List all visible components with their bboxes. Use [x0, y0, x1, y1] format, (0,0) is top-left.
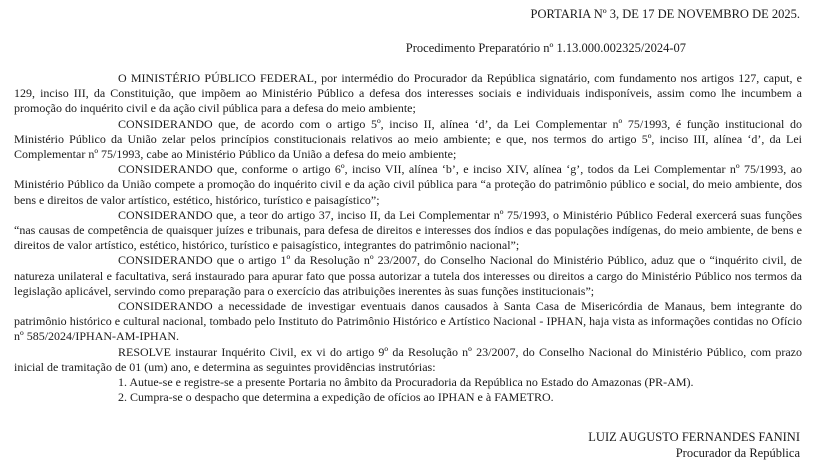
paragraph-considerando-2: CONSIDERANDO que, conforme o artigo 6º, inciso VII, alínea ‘b’, e inciso XIV, alínea ‘g’, todos da Lei Complementar nº 75/1993, ao Ministério Público da União compete a promoção do inquérito civil e da ação civil pública para “a proteção do patrimônio público e social, do meio ambiente, dos bens e direitos de valor artístico, estético, histórico, turístico e paisagístico”;	[14, 162, 802, 207]
list-item: 2. Cumpra-se o despacho que determina a expedição de ofícios ao IPHAN e à FAMETRO.	[118, 390, 554, 405]
paragraph-considerando-5: CONSIDERANDO a necessidade de investigar eventuais danos causados à Santa Casa de Misericórdia de Manaus, bem integrante do patrimônio histórico e cultural nacional, tombado pelo Instituto do Patrimônio Histórico e Artístico Nacional - IPHAN, haja vista as informações contidas no Ofício nº 585/2024/IPHAN-AM-IPHAN.	[14, 299, 802, 344]
signature-block	[588, 430, 800, 461]
paragraph-considerando-1: CONSIDERANDO que, de acordo com o artigo 5º, inciso II, alínea ‘d’, da Lei Complementar nº 75/1993, é função institucional do Ministério Público da União zelar pelos princípios constitucionais relativos ao meio ambiente; e que, nos termos do artigo 5º, inciso III, alínea ‘d’, da Lei Complementar nº 75/1993, cabe ao Ministério Público da União a defesa do meio ambiente;	[14, 116, 802, 162]
signatory-role: Procurador da República	[675, 445, 800, 460]
paragraph-resolve: RESOLVE instaurar Inquérito Civil, ex vi do artigo 9º da Resolução nº 23/2007, do Conselho Nacional do Ministério Público, com prazo inicial de tramitação de 01 (um) ano, e determina as seguintes providências instrutórias:	[14, 344, 802, 374]
list-item: 1. Autue-se e registre-se a presente Portaria no âmbito da Procuradoria da República no Estado do Amazonas (PR-AM).	[118, 375, 694, 390]
paragraph-considerando-3: CONSIDERANDO que, a teor do artigo 37, inciso II, da Lei Complementar nº 75/1993, o Ministério Público Federal exercerá suas funções “nas causas de competência de quaisquer juízes e tribunais, para defesa de direitos e interesses dos índios e das populações indígenas, do meio ambiente, de bens e direitos de valor artístico, estético, histórico, turístico e paisagístico, integrantes do patrimônio nacional”;	[14, 207, 802, 253]
document-title: PORTARIA Nº 3, DE 17 DE NOVEMBRO DE 2025.	[530, 7, 800, 21]
paragraph-considerando-4: CONSIDERANDO que o artigo 1º da Resolução nº 23/2007, do Conselho Nacional do Ministério Público, aduz que o “inquérito civil, de natureza unilateral e facultativa, será instaurado para apurar fato que possa autorizar a tutela dos interesses ou direitos a cargo do Ministério Público nos termos da legislação aplicável, servindo como preparação para o exercício das atribuições inerentes às suas funções institucionais”;	[14, 253, 802, 298]
procedure-number: Procedimento Preparatório nº 1.13.000.002325/2024-07	[405, 41, 686, 55]
document-body	[14, 71, 802, 405]
paragraph-preamble: O MINISTÉRIO PÚBLICO FEDERAL, por intermédio do Procurador da República signatário, com fundamento nos artigos 127, caput, e 129, inciso III, da Constituição, que impõem ao Ministério Público a defesa dos interesses sociais e individuais indisponíveis, assim como lhe incumbem a promoção do inquérito civil e da ação civil pública para a defesa do meio ambiente;	[14, 71, 802, 116]
signatory-name: LUIZ AUGUSTO FERNANDES FANINI	[588, 430, 800, 444]
